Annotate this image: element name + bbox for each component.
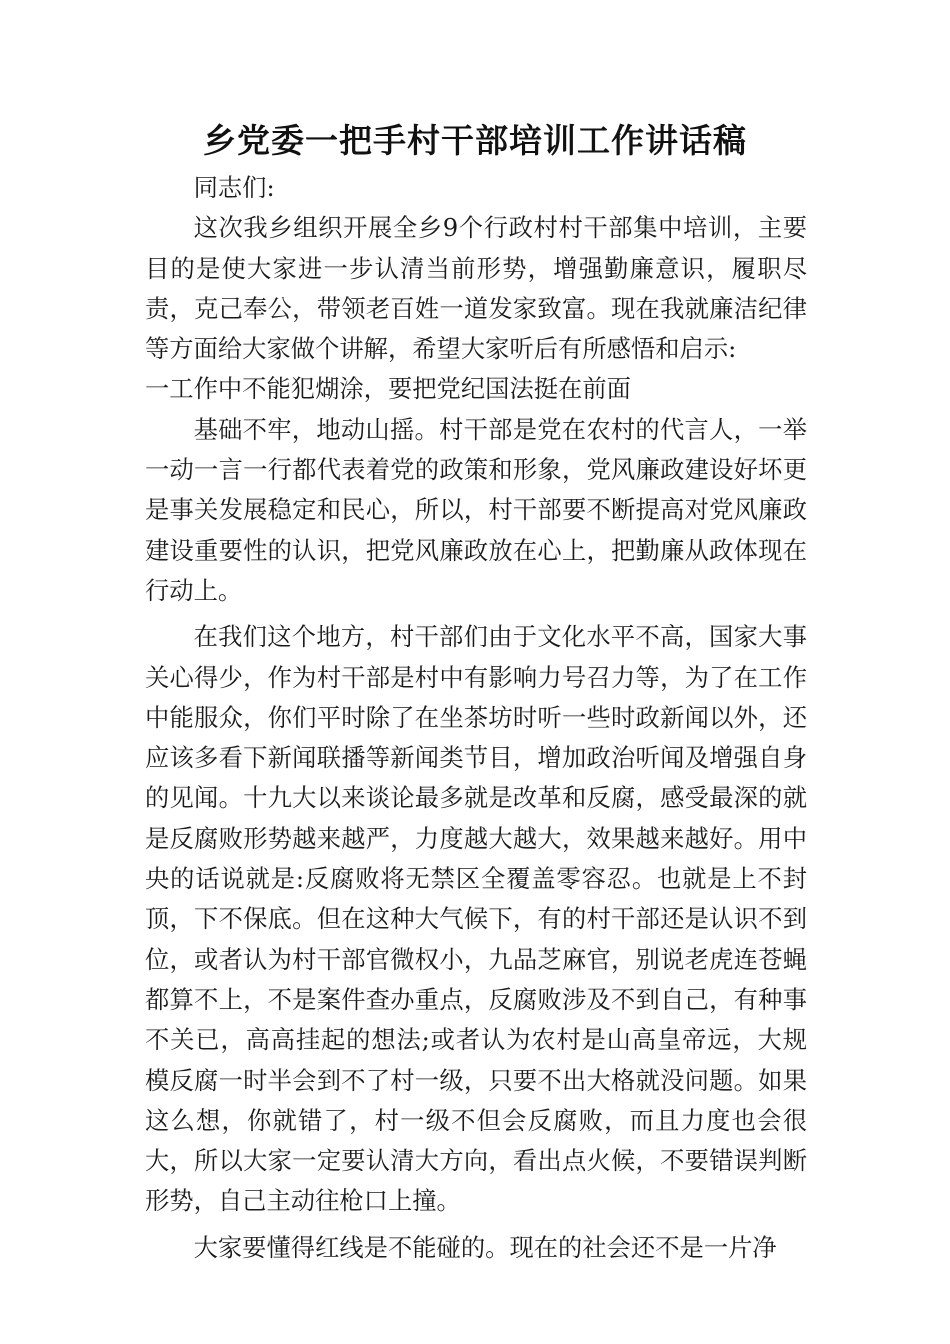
salutation: 同志们: <box>193 173 275 202</box>
paragraph-red-line: 大家要懂得红线是不能碰的。现在的社会还不是一片净 <box>193 1232 777 1262</box>
paragraph-local-situation: 在我们这个地方，村干部们由于文化水平不高，国家大事关心得少，作为村干部是村中有影响力号召力等，为了在工作中能服众，你们平时除了在坐茶坊时听一些时政新闻以外，还应该多看下新闻联播等新闻类节目，增加政治听闻及增强自身的见闻。十九大以来谈论最多就是改革和反腐，感受最深的就是反腐败形势越来越严，力度越大越大，效果越来越好。用中央的话说就是:反腐败将无禁区全覆盖零容忍。也就是上不封顶，下不保底。但在这种大气候下，有的村干部还是认识不到位，或者认为村干部官微权小，九品芝麻官，别说老虎连苍蝇都算不上，不是案件查办重点，反腐败涉及不到自己，有种事不关已，高高挂起的想法;或者认为农村是山高皇帝远，大规模反腐一时半会到不了村一级，只要不出大格就没问题。如果这么想，你就错了，村一级不但会反腐败，而且力度也会很大，所以大家一定要认清大方向，看出点火候，不要错误判断形势，自己主动往枪口上撞。 <box>145 622 807 1216</box>
section-heading-1: 一工作中不能犯煳涂，要把党纪国法挺在前面 <box>145 374 631 404</box>
paragraph-foundation: 基础不牢，地动山摇。村干部是党在农村的代言人，一举一动一言一行都代表着党的政策和形象，党风廉政建设好坏更是事关发展稳定和民心，所以，村干部要不断提高对党风廉政建设重要性的认识，把党风廉政放在心上，把勤廉从政体现在行动上。 <box>145 414 807 605</box>
document-body <box>145 168 807 1268</box>
paragraph-intro: 这次我乡组织开展全乡9个行政村村干部集中培训，主要目的是使大家进一步认清当前形势，增强勤廉意识，履职尽责，克己奉公，带领老百姓一道发家致富。现在我就廉洁纪律等方面给大家做个讲解，希望大家听后有所感悟和启示: <box>145 213 807 364</box>
document-title: 乡党委一把手村干部培训工作讲话稿 <box>203 121 747 160</box>
